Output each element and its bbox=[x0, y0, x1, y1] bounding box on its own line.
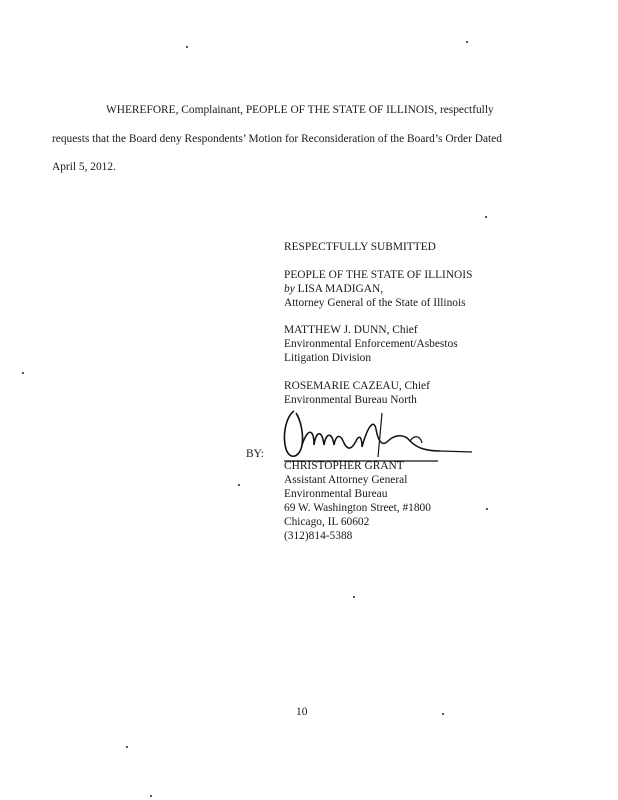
handwritten-signature bbox=[264, 405, 474, 467]
chief1-name: MATTHEW J. DUNN, Chief bbox=[284, 324, 418, 336]
chief2-block bbox=[284, 379, 430, 407]
party-name: PEOPLE OF THE STATE OF ILLINOIS bbox=[284, 269, 473, 281]
scan-speck bbox=[466, 41, 468, 43]
scan-speck bbox=[353, 596, 355, 598]
scan-speck bbox=[485, 216, 487, 218]
chief2-name: ROSEMARIE CAZEAU, Chief bbox=[284, 380, 430, 392]
scan-speck bbox=[126, 746, 128, 748]
signer-title: Assistant Attorney General bbox=[284, 474, 408, 486]
ag-name: LISA MADIGAN, bbox=[297, 283, 384, 295]
signer-block bbox=[284, 459, 431, 543]
scan-speck bbox=[186, 46, 188, 48]
scan-speck bbox=[22, 372, 24, 374]
signer-bureau: Environmental Bureau bbox=[284, 488, 388, 500]
body-line-2: requests that the Board deny Respondents’ Motion for Reconsideration of the Board’s Order Dated bbox=[52, 133, 502, 145]
closing bbox=[284, 240, 436, 254]
closing-text: RESPECTFULLY SUBMITTED bbox=[284, 241, 436, 253]
chief1-dept1: Environmental Enforcement/Asbestos bbox=[284, 338, 458, 350]
by-label: BY: bbox=[246, 448, 264, 460]
scan-speck bbox=[442, 713, 444, 715]
scan-speck bbox=[238, 484, 240, 486]
signer-name: CHRISTOPHER GRANT bbox=[284, 460, 404, 472]
party-block bbox=[284, 268, 472, 310]
page-number: 10 bbox=[296, 706, 308, 718]
ag-title: Attorney General of the State of Illinois bbox=[284, 297, 466, 309]
scan-speck bbox=[486, 508, 488, 510]
body-line-3: April 5, 2012. bbox=[52, 161, 116, 173]
chief1-block bbox=[284, 323, 458, 365]
signer-phone: (312)814-5388 bbox=[284, 530, 353, 542]
by-word: by bbox=[284, 283, 295, 295]
chief2-dept: Environmental Bureau North bbox=[284, 394, 417, 406]
signer-address: 69 W. Washington Street, #1800 bbox=[284, 502, 431, 514]
scan-speck bbox=[150, 795, 152, 797]
party-by-line bbox=[284, 282, 472, 296]
body-line-1: WHEREFORE, Complainant, PEOPLE OF THE STATE OF ILLINOIS, respectfully bbox=[106, 104, 494, 116]
signer-city: Chicago, IL 60602 bbox=[284, 516, 370, 528]
chief1-dept2: Litigation Division bbox=[284, 352, 372, 364]
